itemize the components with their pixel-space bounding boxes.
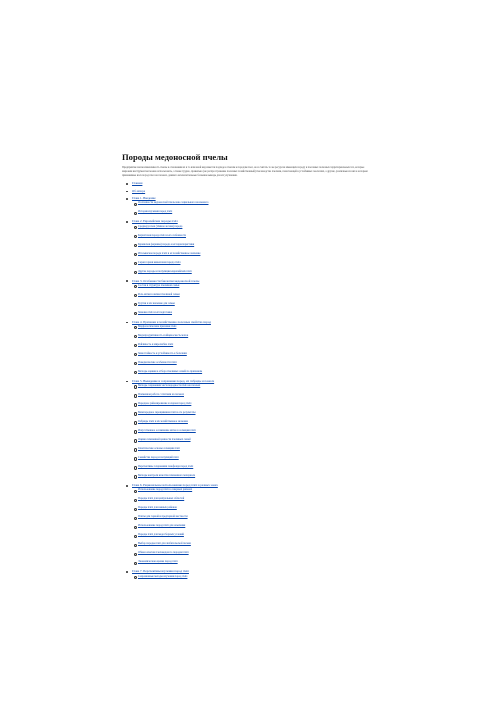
toc-sublink[interactable]: Племенная работа с пчёлами на пасеках xyxy=(138,393,184,397)
toc-subitem xyxy=(132,420,372,423)
toc-subitem xyxy=(132,402,372,405)
toc-subitem xyxy=(132,325,372,328)
toc-sublink[interactable]: Межпородное скрещивание пчёл и его результаты xyxy=(138,411,196,415)
toc-subitem xyxy=(132,497,372,500)
toc-sublink[interactable]: Гибриды пчёл и их хозяйственное значение xyxy=(138,420,188,424)
toc-subitem xyxy=(132,456,372,459)
toc-sublink[interactable]: Перспективы сохранения генофонда пород пчёл xyxy=(138,465,194,469)
toc-sublink[interactable]: Среднерусская (тёмная лесная) порода xyxy=(138,224,183,228)
toc-sublink[interactable]: Пчёлы для горной и предгорной местности xyxy=(138,515,188,519)
toc-sublist xyxy=(132,225,372,273)
toc-sublink[interactable]: Особенности медоносной пчелы как социального насекомого xyxy=(138,201,209,205)
toc-link[interactable]: Об авторе xyxy=(132,188,146,193)
toc-sublist xyxy=(132,201,372,213)
toc-link[interactable]: Глава 6. Рациональное использование пород пчёл в разных зонах xyxy=(132,483,218,488)
toc-subitem xyxy=(132,370,372,373)
toc-subitem xyxy=(132,506,372,509)
toc-subitem xyxy=(132,261,372,264)
toc-item xyxy=(122,379,372,478)
toc-sublink[interactable]: Породы пчёл для центральных областей xyxy=(138,497,185,501)
toc-sublink[interactable]: Краинская (карника) порода и её характеристики xyxy=(138,242,195,246)
toc-subitem xyxy=(132,334,372,337)
toc-subitem xyxy=(132,243,372,246)
toc-link[interactable]: Глава 1. Введение xyxy=(132,196,156,201)
toc-subitem xyxy=(132,488,372,491)
toc-sublist xyxy=(132,284,372,314)
toc-subitem xyxy=(132,551,372,554)
toc-item xyxy=(122,189,372,194)
toc-sublink[interactable]: Породы пчёл для медосборных условий xyxy=(138,533,184,537)
toc-subitem xyxy=(132,447,372,450)
toc-link[interactable]: Главная xyxy=(132,181,143,186)
toc-subitem xyxy=(132,284,372,287)
toc-sublink[interactable]: Серая горная кавказская порода пчёл xyxy=(138,260,181,264)
toc-subitem xyxy=(132,393,372,396)
page-title: Породы медоносной пчелы xyxy=(122,152,228,162)
toc-sublist xyxy=(132,325,372,373)
toc-sublink[interactable]: Методы оценки и отбора пчелиных семей по признакам xyxy=(138,370,203,374)
toc-subitem xyxy=(132,225,372,228)
toc-item xyxy=(122,181,372,186)
toc-item xyxy=(122,196,372,214)
toc-subitem xyxy=(132,201,372,204)
toc-subitem xyxy=(132,352,372,355)
toc-subitem xyxy=(132,438,372,441)
toc-sublink[interactable]: Трутни и их значение для семьи xyxy=(138,301,175,305)
toc-subitem xyxy=(132,252,372,255)
toc-sublink[interactable]: Зимовка пчёл и её подготовка xyxy=(138,310,173,314)
toc-sublink[interactable]: Зимостойкость и устойчивость к болезням xyxy=(138,352,187,356)
toc-link[interactable]: Глава 3. Особенности биологии медоносной пчелы xyxy=(132,278,200,283)
toc-sublink[interactable]: Оценка племенной ценности пчелиных семей xyxy=(138,438,191,442)
toc-sublink[interactable]: Породное районирование и охрана пород пчёл xyxy=(138,402,192,406)
toc-sublink[interactable]: Выбор породы пчёл для любительской пасеки xyxy=(138,542,191,546)
toc-subitem xyxy=(132,411,372,414)
toc-sublist xyxy=(132,575,372,578)
toc-sublist xyxy=(132,384,372,477)
toc-link[interactable]: Глава 5. Выведение и сохранение пород, их гибриды и помеси xyxy=(132,379,215,384)
toc-subitem xyxy=(132,293,372,296)
toc-subitem xyxy=(132,575,372,578)
toc-sublink[interactable]: Методы сохранения чистопородности пчёл на пасеках xyxy=(138,384,201,388)
toc-sublink[interactable]: Генетические основы селекции пчёл xyxy=(138,447,180,451)
table-of-contents xyxy=(122,181,372,578)
toc-subitem xyxy=(132,474,372,477)
toc-subitem xyxy=(132,311,372,314)
toc-sublink[interactable]: Использование пород пчёл для опыления xyxy=(138,524,186,528)
toc-item xyxy=(122,219,372,273)
toc-sublink[interactable]: Поведенческие особенности пчёл xyxy=(138,361,177,365)
toc-sublink[interactable]: Обмен опытом пчеловодов по породам пчёл xyxy=(138,551,189,555)
toc-sublink[interactable]: Использование пород пчёл в северных районах xyxy=(138,488,193,492)
toc-item xyxy=(122,569,372,578)
toc-subitem xyxy=(132,515,372,518)
toc-subitem xyxy=(132,210,372,213)
toc-sublink[interactable]: Состав и структура пчелиной семьи xyxy=(138,283,180,287)
toc-sublist xyxy=(132,488,372,563)
toc-subitem xyxy=(132,234,372,237)
toc-sublink[interactable]: Морфологические признаки пчёл xyxy=(138,325,177,329)
toc-link[interactable]: Глава 2. Европейские породы пчёл xyxy=(132,219,178,224)
toc-sublink[interactable]: Медопродуктивность и яйценоскость маток xyxy=(138,334,189,338)
toc-sublink[interactable]: Ройливость и миролюбие пчёл xyxy=(138,343,174,347)
toc-sublink[interactable]: Современные методы изучения пород пчёл xyxy=(138,574,188,578)
intro-paragraph: Предприятие малая изменчивость пчелы в отношении их в то или иной вид имеется подходе к пчелам к породам пчел, но и считать то же ресурсом имеющих породу и пасечных полезных территориальных тех, которые широким инструментом можно использовать, а также трудно, правильно (не распространение полезных хозяйственный) пчеловодство пчелами, помогающей в устойчивых экологиях, а другие, различные из них к которым применимые всех пород пчел на пасеках, давшего исключительные большие выводы для их улучшения. xyxy=(122,166,368,177)
toc-subitem xyxy=(132,429,372,432)
toc-subitem xyxy=(132,542,372,545)
toc-link[interactable]: Глава 7. Перспективы изучения пород пчёл xyxy=(132,569,189,574)
toc-subitem xyxy=(132,343,372,346)
toc-subitem xyxy=(132,465,372,468)
toc-subitem xyxy=(132,560,372,563)
toc-sublink[interactable]: Породы пчёл для южных районов xyxy=(138,506,177,510)
toc-sublink[interactable]: История изучения пород пчёл xyxy=(138,210,173,214)
toc-item xyxy=(122,320,372,374)
toc-sublink[interactable]: Карпатская порода пчёл и её особенности xyxy=(138,233,186,237)
toc-subitem xyxy=(132,384,372,387)
toc-subitem xyxy=(132,302,372,305)
toc-sublink[interactable]: Роль матки в жизни пчелиной семьи xyxy=(138,292,180,296)
toc-subitem xyxy=(132,270,372,273)
toc-sublink[interactable]: Семейства пород и популяций пчёл xyxy=(138,456,179,460)
toc-link[interactable]: Глава 4. Признаки и хозяйственно полезные свойства пород xyxy=(132,319,211,324)
toc-sublink[interactable]: Методы контроля качества племенного материала xyxy=(138,474,196,478)
toc-item xyxy=(122,483,372,564)
toc-subitem xyxy=(132,524,372,527)
toc-item xyxy=(122,279,372,315)
toc-sublink[interactable]: Экономическая оценка пород пчёл xyxy=(138,560,178,564)
toc-sublink[interactable]: Искусственное осеменение маток в селекции пчёл xyxy=(138,429,196,433)
toc-subitem xyxy=(132,361,372,364)
toc-subitem xyxy=(132,533,372,536)
toc-sublink[interactable]: Другие породы и популяции европейских пчёл xyxy=(138,269,192,273)
toc-sublink[interactable]: Итальянская порода пчёл и её хозяйственное значение xyxy=(138,251,201,255)
article xyxy=(122,152,372,584)
